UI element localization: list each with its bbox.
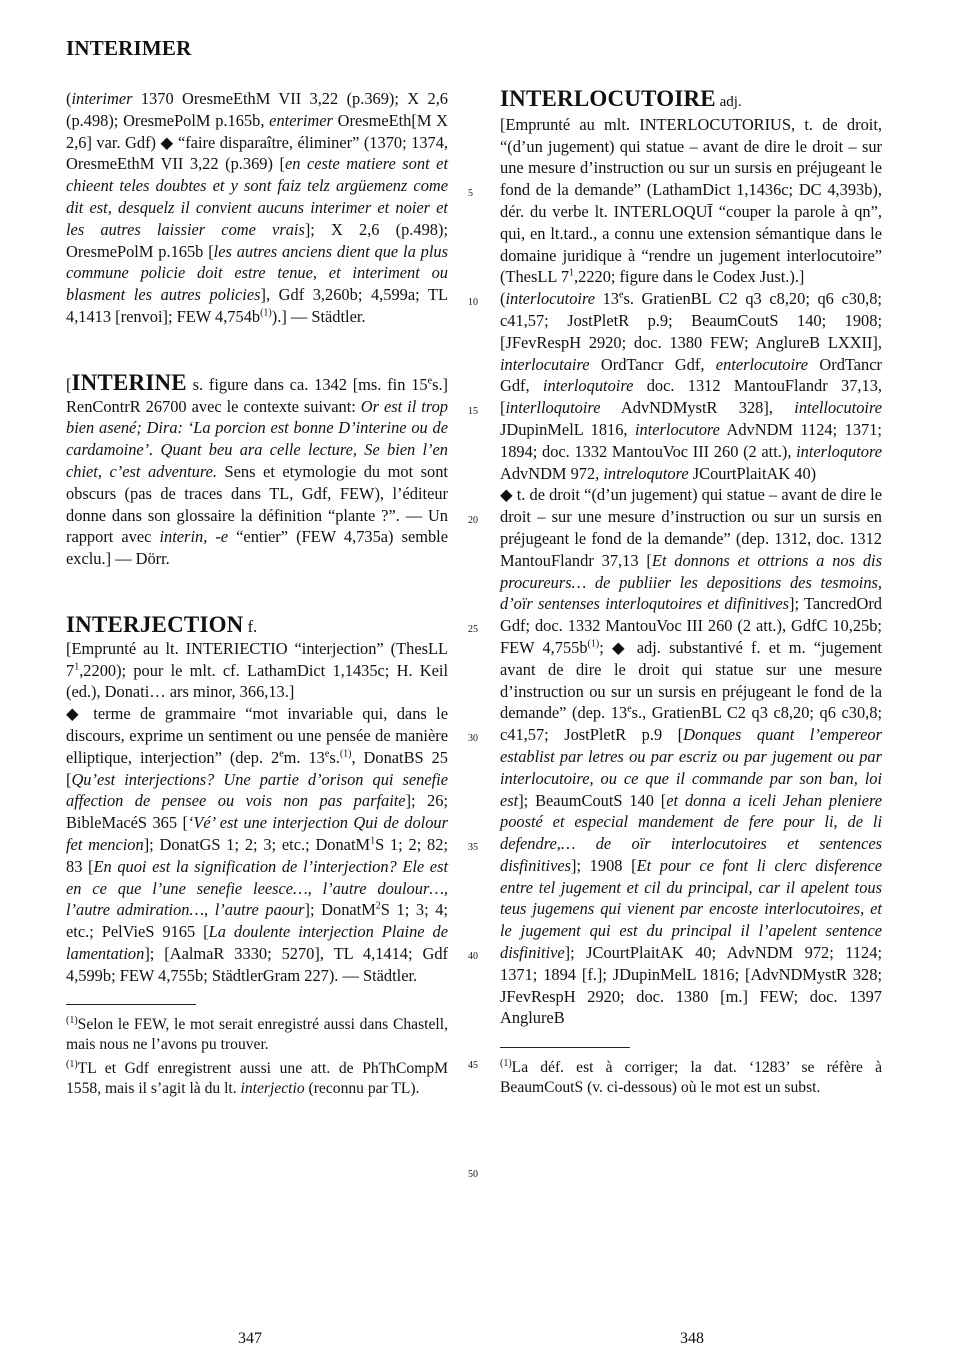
page-number-left: 347 <box>238 1330 262 1347</box>
footnote: $^{(1)}$La déf. est à corriger; la dat. ‘1283’ se réfère à BeaumCoutS (v. ci-dessous) où le mot est un subst. <box>500 1058 882 1097</box>
line-number: 45 <box>468 1060 478 1071</box>
line-number: 30 <box>468 733 478 744</box>
footnote-rule <box>66 1004 196 1005</box>
entry-interlocutoire-etymology: [Emprunté au mlt. INTERLOCUTORIUS, t. de droit, “(d’un jugement) qui statue – avant de dire le droit – sur une mesure d’instruction ou sur un sursis en préjugeant le fond de la demande” (LathamDict 1,1436c; DC 4,393b), dér. du verbe lt. INTERLOQUĪ “couper la parole à qn”, qui, en lt.tard., a connu une extension sémantique dans le domaine juridique à “rendre un jugement interlocutoire” (ThesLL $7^1,2220$; figure dans le Codex Just.).] <box>500 114 882 287</box>
entry-interjection-head: INTERJECTION f. <box>66 611 258 637</box>
line-number: 15 <box>468 406 478 417</box>
line-number: 20 <box>468 515 478 526</box>
line-number: 40 <box>468 951 478 962</box>
entry-interjection-body: ◆ terme de grammaire “mot invariable qui, dans le discours, exprime un sentiment ou une pensée de manière elliptique, interjection” (dep. 2em. 13es.$^{(1)}$, DonatBS 25 [Qu’est interjections? Une partie d’orison qui senefie affection de pensee ou vois non pas parfaite]; 26; BibleMacéS 365 [‘Vé’ est une interjection Qui de dolour fet mencion]; DonatGS 1; 2; 3; etc.; DonatM$^1$S 1; 2; 82; 83 [En quoi est la signification de l’interjection? Ele est en ce que l’une senefie leesce…, l’autre doulour…, l’autre admiration…, l’autre paour]; DonatM$^2$S 1; 3; 4; etc.; PelVieS 9165 [La doulente interjection Plaine de lamentation]; [AalmaR 3330; 5270], TL 4,1414; Gdf 4,599b; FEW 4,755b; StädtlerGram 227). — Städtler. <box>66 704 449 985</box>
left-column <box>66 88 448 1099</box>
entry-interlocutoire-head: INTERLOCUTOIRE adj. <box>500 86 742 111</box>
running-head: INTERIMER <box>66 36 192 60</box>
entry-interlocutoire-body: ◆ t. de droit “(d’un jugement) qui statue – avant de dire le droit – sur une mesure d’instruction ou sur un sursis en préjugeant le fond de la demande” (dep. 1312, doc. 1312 MantouFlandr 37,13 [Et donnons et ottrions a nos dis procureurs… de publiier les depositions des tesmoins, d’oïr sentenses interloqutoires et difinitives]; TancredOrd Gdf; doc. 1332 MantouVoc III 260 (2 att.), GdfC 10,25b; FEW $4,755b^{(1)}$; ◆ adj. substantivé f. et m. “jugement avant de dire le droit qui statue sur une mesure d’instruction ou sur un sursis en préjugeant le fond de la demande” (dep. 13es., GratienBL C2 q3 c8,20; q6 c30,8; c41,57; JostPletR p.9 [Donques quant l’empereor establist par letres ou par escriz ou par jugement ou par interlocutoire, ou ce que il commande par son ban, loi est]; BeaumCoutS 140 [et donna a iceli Jehan pleniere poosté et especial mandement de fere pour li, de li defendre,… de oïr interlocutoires et sentences disfinitives]; 1908 [Et pour ce font li clerc disference entre tel jugement et cil du principal, car il apelent tous teus jugemens qui vienent par encoste interlocutoires, et le jugement qui est du principal il l’apelent sentence disfinitive]; JCourtPlaitAK 40; AdvNDM 972; 1124; 1371; 1894 [f.]; JDupinMelL 1816; [AdvNDMystR 328; JFevRespH 2920; doc. 1380 [m.] FEW; doc. 1397 AnglureB <box>500 485 883 1028</box>
headword-interjection: INTERJECTION <box>66 611 244 637</box>
page-number-right: 348 <box>680 1330 704 1347</box>
right-column <box>500 88 882 1098</box>
line-number: 35 <box>468 842 478 853</box>
headword-interlocutoire: INTERLOCUTOIRE <box>500 86 716 111</box>
footnote: $^{(1)}$TL et Gdf enregistrent aussi une att. de PhThCompM 1558, mais il s’agit là du lt. interjectio (reconnu par TL). <box>66 1059 448 1098</box>
headword-interine: INTERINE <box>71 369 187 395</box>
entry-interlocutoire-forms: (interlocutoire 13es. GratienBL C2 q3 c8,20; q6 c30,8; c41,57; JostPletR p.9; BeaumCoutS 140; 1908; [JFevRespH 2920; doc. 1380 FEW; AnglureB LXXII], interlocutaire OrdTancr Gdf, enterlocutoire OrdTancr Gdf, interloqutoire doc. 1312 MantouFlandr 37,13, [interlloqutoire AdvNDMystR 328], intellocutoire JDupinMelL 1816, interlocutore AdvNDM 1124; 1371; 1894; doc. 1332 MantouVoc III 260 (2 att.), interloqutore AdvNDM 972, intreloqutore JCourtPlaitAK 40) <box>500 289 882 483</box>
line-number: 10 <box>468 297 478 308</box>
line-number: 5 <box>468 188 473 199</box>
footnote-rule <box>500 1047 630 1048</box>
footnote: $^{(1)}$Selon le FEW, le mot serait enregistré aussi dans Chastell, mais nous ne l’avons pu trouver. <box>66 1015 448 1054</box>
entry-interimer-continued: (interimer 1370 OresmeEthM VII 3,22 (p.369); X 2,6 (p.498); OresmePolM p.165b, enterimer OresmeEth[M X 2,6] var. Gdf) ◆ “faire disparaître, éliminer” (1370; 1374, OresmeEthM VII 3,22 (p.369) [en ceste matiere sont et chieent teles doubtes et y sont faiz telz argüemenz come dit est, desquelz il convient aucuns interimer et noier et les autres laissier come vrais]; X 2,6 (p.498); OresmePolM p.165b [les autres anciens dient que la plus commune policie doit estre tenue, et interiment ou blasment les autres policies], Gdf 3,260b; 4,599a; TL 4,1413 [renvoi]; FEW $4,754b^{(1)}$).] — Städtler. <box>66 89 449 326</box>
entry-interine: [INTERINE s. figure dans ca. 1342 [ms. fin 15es.] RenContrR 26700 avec le contexte suivant: Or est il trop bien asené; Dira: ‘La porcion est bonne D’interine ou de cardamoine’. Quant beu ara celle lecture, Se bien l’en chiet, c’est adventure. Sens et etymologie du mot sont obscurs (pas de traces dans TL, Gdf, FEW), l’éditeur donne dans son glossaire la définition “plante ?”. — Un rapport avec interin, -e “entier” (FEW 4,735a) semble exclu.] — Dörr. <box>66 369 449 569</box>
line-number: 50 <box>468 1169 478 1180</box>
line-number: 25 <box>468 624 478 635</box>
entry-interjection-etymology: [Emprunté au lt. INTERIECTIO “interjection” (ThesLL $7^1,2200$); pour le mlt. cf. LathamDict 1,1435c; H. Keil (ed.), Donati… ars minor, 366,13.] <box>66 638 448 702</box>
